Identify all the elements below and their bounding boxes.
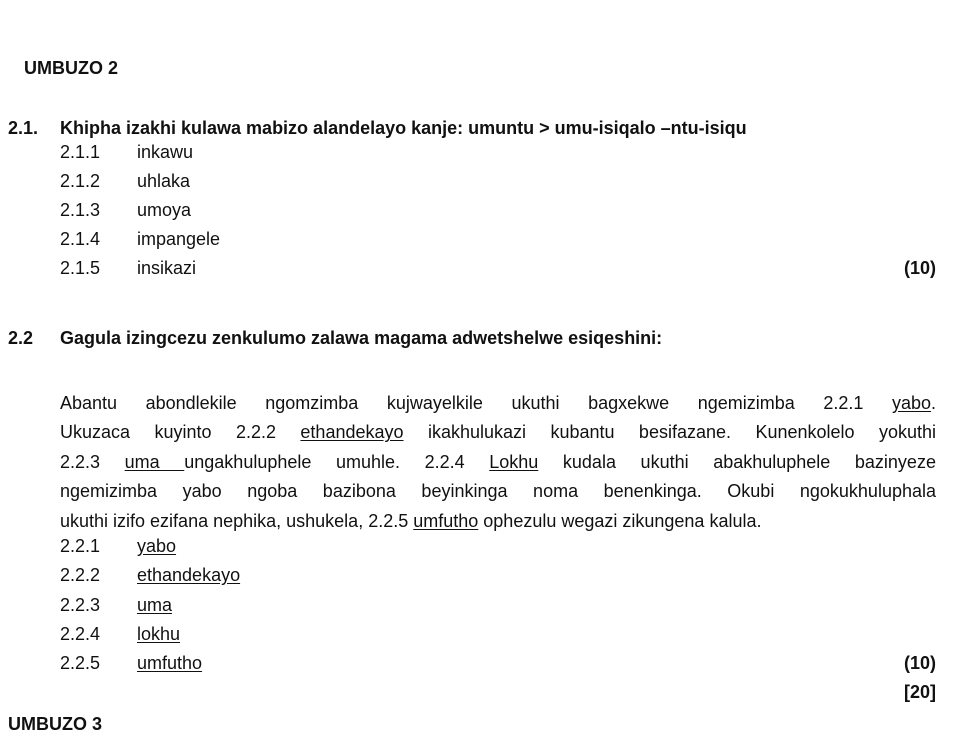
item-word: uhlaka bbox=[137, 171, 191, 191]
passage-text: ngemizimba yabo ngoba bazibona beyinkinga noma benenkinga. Okubi ngokukhuluphala bbox=[60, 481, 936, 502]
underlined-word: yabo bbox=[891, 393, 931, 413]
item-word: uma bbox=[137, 595, 173, 615]
question-2-2-marks: (10) bbox=[903, 653, 936, 673]
passage-text: ukuthi izifo ezifana nephika, ushukela, 2.2.5 bbox=[60, 510, 414, 531]
item-word: yabo bbox=[137, 536, 177, 556]
item-number: 2.1.1 bbox=[60, 142, 101, 162]
passage-text: Ukuzaca kuyinto 2.2.2 bbox=[60, 422, 301, 443]
item-number: 2.1.3 bbox=[60, 200, 101, 220]
passage-text: Abantu abondlekile ngomzimba kujwayelkile ukuthi bagxekwe ngemizimba 2.2.1 bbox=[60, 393, 892, 413]
question-2-1-marks: (10) bbox=[903, 258, 936, 278]
passage-text: . bbox=[930, 393, 936, 413]
item-number: 2.2.1 bbox=[60, 536, 101, 556]
section-title: UMBUZO 2 bbox=[24, 58, 118, 78]
question-2-1-number: 2.1. bbox=[8, 118, 39, 138]
item-number: 2.2.3 bbox=[60, 595, 101, 615]
underlined-word: umfutho bbox=[413, 510, 479, 531]
passage-text: 2.2.3 bbox=[60, 451, 125, 472]
item-word: impangele bbox=[137, 229, 221, 249]
item-number: 2.1.2 bbox=[60, 171, 101, 191]
item-word: lokhu bbox=[137, 624, 181, 644]
passage bbox=[60, 389, 936, 536]
passage-line bbox=[60, 477, 936, 506]
item-word: ethandekayo bbox=[137, 565, 241, 585]
total-marks: [20] bbox=[903, 682, 936, 702]
underlined-word: ethandekayo bbox=[300, 422, 404, 443]
item-number: 2.1.4 bbox=[60, 229, 101, 249]
passage-line bbox=[60, 389, 936, 418]
item-word: inkawu bbox=[137, 142, 194, 162]
passage-line bbox=[60, 448, 936, 477]
question-2-1-instruction: Khipha izakhi kulawa mabizo alandelayo kanje: umuntu > umu-isiqalo –ntu-isiqu bbox=[60, 118, 747, 138]
next-section-title: UMBUZO 3 bbox=[8, 714, 102, 734]
item-word: insikazi bbox=[137, 258, 197, 278]
underlined-word: uma bbox=[124, 451, 185, 472]
passage-text: ungakhuluphele umuhle. 2.2.4 bbox=[184, 451, 490, 472]
underlined-word: Lokhu bbox=[489, 451, 539, 472]
passage-line bbox=[60, 418, 936, 447]
item-number: 2.1.5 bbox=[60, 258, 101, 278]
item-number: 2.2.2 bbox=[60, 565, 101, 585]
passage-text: kudala ukuthi abakhuluphele bazinyeze bbox=[538, 451, 936, 472]
item-number: 2.2.5 bbox=[60, 653, 101, 673]
question-2-2-instruction: Gagula izingcezu zenkulumo zalawa magama adwetshelwe esiqeshini: bbox=[60, 328, 663, 348]
item-word: umoya bbox=[137, 200, 192, 220]
item-word: umfutho bbox=[137, 653, 203, 673]
question-2-2-number: 2.2 bbox=[8, 328, 34, 348]
passage-text: ophezulu wegazi zikungena kalula. bbox=[478, 510, 762, 531]
passage-line bbox=[60, 507, 936, 536]
item-number: 2.2.4 bbox=[60, 624, 101, 644]
passage-text: ikakhulukazi kubantu besifazane. Kunenkolelo yokuthi bbox=[403, 422, 936, 443]
